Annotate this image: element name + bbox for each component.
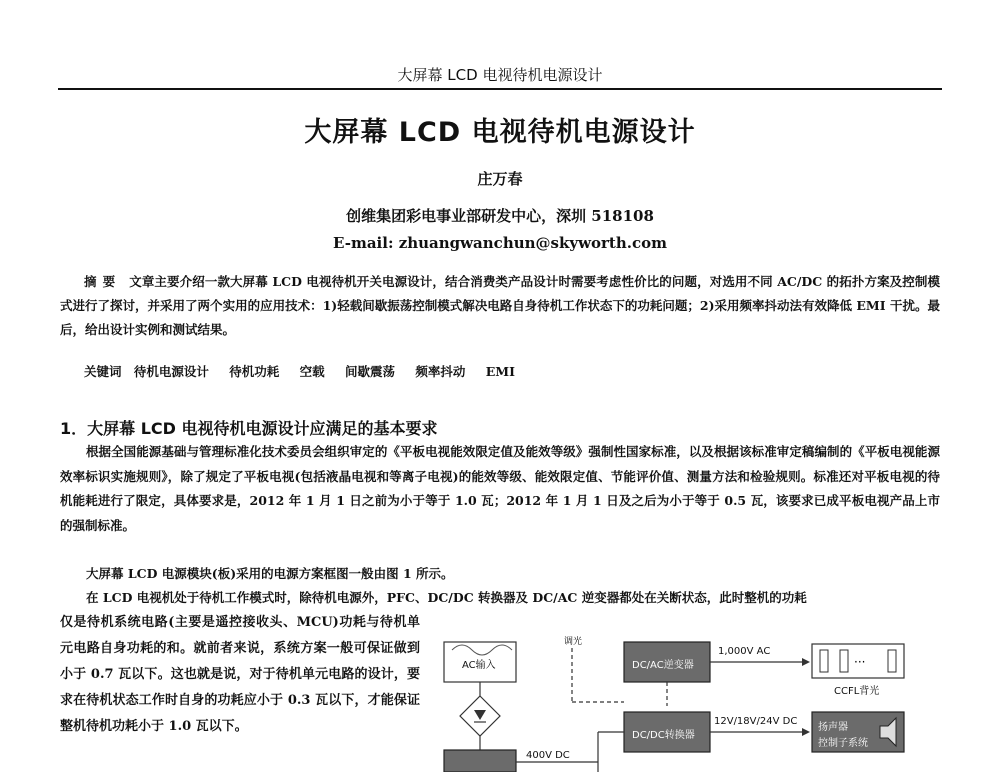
voltage-1000ac-label: 1,000V AC bbox=[718, 646, 771, 657]
svg-text:···: ··· bbox=[854, 655, 866, 669]
voltage-dc-label: 12V/18V/24V DC bbox=[714, 716, 798, 727]
dcac-inverter-label: DC/AC逆变器 bbox=[632, 660, 694, 671]
body-paragraph: 大屏幕 LCD 电源模块(板)采用的电源方案框图一般由图 1 所示。 bbox=[86, 566, 454, 581]
control-subsystem-label: 控制子系统 bbox=[818, 738, 868, 749]
body-paragraph: 在 LCD 电视机处于待机工作模式时，除待机电源外，PFC、DC/DC 转换器及 DC/AC 逆变器都处在关断状态，此时整机的功耗 bbox=[86, 590, 807, 605]
abstract-label: 摘要 bbox=[84, 274, 122, 289]
block-diagram-svg bbox=[440, 612, 960, 772]
ac-input-label: AC输入 bbox=[462, 660, 496, 671]
abstract-text: 文章主要介绍一款大屏幕 LCD 电视待机开关电源设计，结合消费类产品设计时需要考虑性价比的问题，对选用不同 AC/DC 的拓扑方案及控制模式进行了探讨，并采用了两个实用的应用技术：1)轻载间歇振荡控制模式解决电路自身待机工作状态下的功耗问题；2)采用频率抖动法有效降低 EMI 干扰。最后，给出设计实例和测试结果。 bbox=[60, 274, 940, 337]
author-affiliation: 创维集团彩电事业部研发中心，深圳 518108 bbox=[346, 207, 654, 225]
paper-title: 大屏幕 LCD 电视待机电源设计 bbox=[304, 117, 696, 148]
keyword: 空载 bbox=[299, 364, 325, 379]
keywords-label: 关键词 bbox=[84, 364, 122, 379]
keyword: 待机功耗 bbox=[229, 364, 280, 379]
arrow-icon bbox=[802, 728, 810, 736]
author-name: 庄万春 bbox=[477, 170, 523, 188]
arrow-icon bbox=[802, 658, 810, 666]
ccfl-label: CCFL背光 bbox=[834, 686, 880, 697]
keyword: 频率抖动 bbox=[415, 364, 466, 379]
speaker-label: 扬声器 bbox=[818, 722, 848, 733]
abstract bbox=[60, 270, 940, 342]
section-heading: 1．大屏幕 LCD 电视待机电源设计应满足的基本要求 bbox=[60, 419, 438, 438]
author-email: E-mail: zhuangwanchun@skyworth.com bbox=[333, 234, 667, 252]
body-paragraph: 仅是待机系统电路(主要是遥控接收头、MCU)功耗与待机单元电路自身功耗的和。就前者来说，系统方案一般可保证做到小于 0.7 瓦以下。这也就是说，对于待机单元电路的设计，要求在待机状态工作时自身的功耗应小于 0.3 瓦以下，才能保证整机待机功耗小于 1.0 瓦以下。 bbox=[60, 615, 420, 734]
body-paragraph: 根据全国能源基础与管理标准化技术委员会组织审定的《平板电视能效限定值及能效等级》强制性国家标准，以及根据该标准审定稿编制的《平板电视能源效率标识实施规则》，除了规定了平板电视(包括液晶电视和等离子电视)的能效等级、能效限定值、节能评价值、测量方法和检验规则。标准还对平板电视的待机能耗进行了限定，具体要求是，2012 年 1 月 1 日之前为小于等于 1.0 瓦；2012 年 1 月 1 日及之后为小于等于 0.5 瓦，该要求已成平板电视产品上市的强制标准。 bbox=[60, 444, 940, 533]
keyword: 间歇震荡 bbox=[345, 364, 396, 379]
keywords bbox=[84, 360, 940, 384]
keyword: EMI bbox=[485, 364, 515, 379]
voltage-400dc-label: 400V DC bbox=[526, 750, 570, 761]
dimming-label: 调光 bbox=[564, 637, 583, 647]
dcdc-converter-label: DC/DC转换器 bbox=[632, 730, 695, 741]
pfc-box bbox=[444, 750, 516, 772]
block-diagram-figure bbox=[440, 612, 960, 772]
keyword: 待机电源设计 bbox=[133, 364, 209, 379]
running-header: 大屏幕 LCD 电视待机电源设计 bbox=[397, 66, 603, 84]
header-rule bbox=[58, 88, 942, 90]
